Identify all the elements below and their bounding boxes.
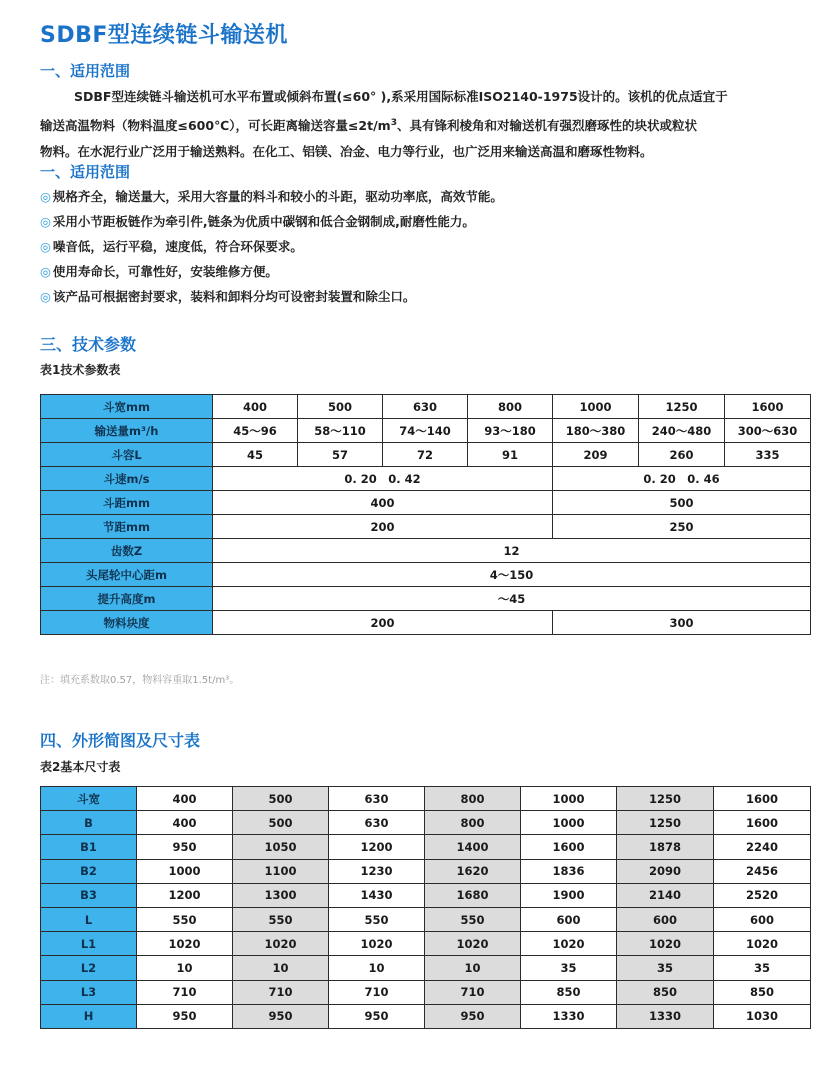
table-cell: 1250 <box>617 787 714 811</box>
row-label: 斗宽 <box>41 787 137 811</box>
table-row <box>41 515 811 539</box>
table-cell: 710 <box>425 980 521 1004</box>
table-cell: 1230 <box>329 859 425 883</box>
table-cell: 200 <box>213 515 553 539</box>
feature-bullet: ◎ 使用寿命长，可靠性好，安装维修方便。 <box>40 264 278 279</box>
table-cell: 500 <box>298 395 383 419</box>
table-cell: 0. 20 0. 42 <box>213 467 553 491</box>
table-cell: 58～110 <box>298 419 383 443</box>
table-cell: ～45 <box>213 587 811 611</box>
table-cell: 1430 <box>329 883 425 907</box>
table-cell: 300 <box>553 611 811 635</box>
table-cell: 1000 <box>521 811 617 835</box>
table-cell: 1020 <box>233 932 329 956</box>
table-cell: 950 <box>137 1004 233 1028</box>
table-cell: 2240 <box>714 835 811 859</box>
table2-caption: 表2基本尺寸表 <box>40 760 121 774</box>
table-cell: 91 <box>468 443 553 467</box>
table-cell: 57 <box>298 443 383 467</box>
table-row <box>41 563 811 587</box>
table-cell: 35 <box>521 956 617 980</box>
table-cell: 600 <box>521 907 617 931</box>
row-label: B1 <box>41 835 137 859</box>
table-cell: 1020 <box>329 932 425 956</box>
table-cell: 850 <box>617 980 714 1004</box>
table-row <box>41 467 811 491</box>
table-cell: 710 <box>233 980 329 1004</box>
table-cell: 500 <box>553 491 811 515</box>
table-cell: 2140 <box>617 883 714 907</box>
table-cell: 1250 <box>639 395 725 419</box>
table-cell: 1878 <box>617 835 714 859</box>
table-cell: 72 <box>383 443 468 467</box>
table-row <box>41 811 811 835</box>
table-cell: 12 <box>213 539 811 563</box>
table-cell: 10 <box>329 956 425 980</box>
table-row <box>41 443 811 467</box>
table-cell: 35 <box>617 956 714 980</box>
table-cell: 1680 <box>425 883 521 907</box>
table-row <box>41 859 811 883</box>
table-cell: 1900 <box>521 883 617 907</box>
table-row <box>41 907 811 931</box>
table-cell: 1200 <box>329 835 425 859</box>
table-cell: 93～180 <box>468 419 553 443</box>
table-cell: 630 <box>383 395 468 419</box>
table-row <box>41 1004 811 1028</box>
table-cell: 550 <box>329 907 425 931</box>
table-row <box>41 932 811 956</box>
row-label: 齿数Z <box>41 539 213 563</box>
row-label: 斗容L <box>41 443 213 467</box>
table-cell: 400 <box>213 491 553 515</box>
table-cell: 400 <box>213 395 298 419</box>
table-cell: 45 <box>213 443 298 467</box>
table-cell: 500 <box>233 787 329 811</box>
table-row <box>41 539 811 563</box>
table-cell: 550 <box>425 907 521 931</box>
table-cell: 1200 <box>137 883 233 907</box>
table-row <box>41 491 811 515</box>
table-row <box>41 419 811 443</box>
table-cell: 600 <box>617 907 714 931</box>
row-label: B <box>41 811 137 835</box>
table-cell: 800 <box>425 787 521 811</box>
dimension-table-body <box>41 787 811 1029</box>
tech-params-table <box>40 394 811 635</box>
table1-note: 注：填充系数取0.57，物料容重取1.5t/m³。 <box>40 675 240 686</box>
table-cell: 10 <box>425 956 521 980</box>
table-cell: 260 <box>639 443 725 467</box>
table-row <box>41 395 811 419</box>
table-cell: 950 <box>425 1004 521 1028</box>
table-cell: 1030 <box>714 1004 811 1028</box>
table-cell: 1020 <box>425 932 521 956</box>
table-cell: 1020 <box>617 932 714 956</box>
row-label: 头尾轮中心距m <box>41 563 213 587</box>
table-cell: 1300 <box>233 883 329 907</box>
table-cell: 800 <box>468 395 553 419</box>
table-cell: 950 <box>329 1004 425 1028</box>
row-label: 提升高度m <box>41 587 213 611</box>
table-cell: 1400 <box>425 835 521 859</box>
dimension-table <box>40 786 811 1029</box>
feature-bullet: ◎ 规格齐全，输送量大，采用大容量的料斗和较小的斗距，驱动功率底，高效节能。 <box>40 189 503 204</box>
section1-paragraph <box>40 84 810 165</box>
table-cell: 600 <box>714 907 811 931</box>
table1-caption: 表1技术参数表 <box>40 363 121 377</box>
table-row <box>41 587 811 611</box>
table-cell: 400 <box>137 787 233 811</box>
row-label: L <box>41 907 137 931</box>
table-cell: 4～150 <box>213 563 811 587</box>
table-cell: 1600 <box>725 395 811 419</box>
table-cell: 630 <box>329 811 425 835</box>
section2-heading: 一、适用范围 <box>40 163 131 181</box>
table-cell: 500 <box>233 811 329 835</box>
table-cell: 630 <box>329 787 425 811</box>
table-cell: 2520 <box>714 883 811 907</box>
table-cell: 1100 <box>233 859 329 883</box>
table-cell: 1600 <box>714 787 811 811</box>
table-cell: 10 <box>137 956 233 980</box>
table-cell: 710 <box>137 980 233 1004</box>
table-cell: 1620 <box>425 859 521 883</box>
feature-bullet: ◎ 该产品可根据密封要求，装料和卸料分均可设密封装置和除尘口。 <box>40 289 416 304</box>
bullet-mark-icon: ◎ <box>40 239 51 254</box>
feature-bullet: ◎ 采用小节距板链作为牵引件,链条为优质中碳钢和低合金钢制成,耐磨性能力。 <box>40 214 475 229</box>
table-cell: 1000 <box>521 787 617 811</box>
row-label: H <box>41 1004 137 1028</box>
table-cell: 850 <box>521 980 617 1004</box>
table-cell: 950 <box>137 835 233 859</box>
table-row <box>41 787 811 811</box>
section1-heading: 一、适用范围 <box>40 62 131 80</box>
table-cell: 10 <box>233 956 329 980</box>
table-cell: 209 <box>553 443 639 467</box>
table-row <box>41 835 811 859</box>
section4-heading: 四、外形简图及尺寸表 <box>40 731 201 750</box>
para-line-2: 输送高温物料（物料温度≤600℃），可长距离输送容量$\le 2t/m^3$、具有锋利棱角和对输送机有强烈磨琢性的块状或粒状 <box>40 118 697 134</box>
row-label: 斗距mm <box>41 491 213 515</box>
bullet-mark-icon: ◎ <box>40 214 51 229</box>
table-cell: 1250 <box>617 811 714 835</box>
table-cell: 1836 <box>521 859 617 883</box>
table-cell: 400 <box>137 811 233 835</box>
para-line-3: 物料。在水泥行业广泛用于输送熟料。在化工、铝镁、冶金、电力等行业，也广泛用来输送高温和磨琢性物料。 <box>40 144 653 160</box>
row-label: L3 <box>41 980 137 1004</box>
table-cell: 1020 <box>137 932 233 956</box>
bullet-mark-icon: ◎ <box>40 189 51 204</box>
row-label: 节距mm <box>41 515 213 539</box>
section3-heading: 三、技术参数 <box>40 335 137 354</box>
table-cell: 1000 <box>137 859 233 883</box>
row-label: 斗速m/s <box>41 467 213 491</box>
table-row <box>41 956 811 980</box>
row-label: L2 <box>41 956 137 980</box>
table-cell: 850 <box>714 980 811 1004</box>
table-cell: 0. 20 0. 46 <box>553 467 811 491</box>
table-cell: 1330 <box>617 1004 714 1028</box>
table-cell: 2456 <box>714 859 811 883</box>
table-cell: 1050 <box>233 835 329 859</box>
table-cell: 1020 <box>714 932 811 956</box>
page-title: SDBF型连续链斗输送机 <box>40 23 288 48</box>
table-cell: 1020 <box>521 932 617 956</box>
table-cell: 1600 <box>521 835 617 859</box>
table-cell: 35 <box>714 956 811 980</box>
table-row <box>41 883 811 907</box>
table-cell: 800 <box>425 811 521 835</box>
row-label: 斗宽mm <box>41 395 213 419</box>
table-cell: 550 <box>137 907 233 931</box>
table-cell: 180～380 <box>553 419 639 443</box>
table-cell: 240～480 <box>639 419 725 443</box>
table-cell: 1330 <box>521 1004 617 1028</box>
feature-bullet: ◎ 噪音低，运行平稳，速度低，符合环保要求。 <box>40 239 303 254</box>
table-cell: 2090 <box>617 859 714 883</box>
table-cell: 710 <box>329 980 425 1004</box>
table-cell: 45～96 <box>213 419 298 443</box>
bullet-mark-icon: ◎ <box>40 289 51 304</box>
bullet-mark-icon: ◎ <box>40 264 51 279</box>
table-row <box>41 980 811 1004</box>
row-label: L1 <box>41 932 137 956</box>
table-cell: 300～630 <box>725 419 811 443</box>
table-cell: 1600 <box>714 811 811 835</box>
row-label: B3 <box>41 883 137 907</box>
para-line-1: SDBF型连续链斗输送机可水平布置或倾斜布置(≤60° ),系采用国际标准ISO2140-1975设计的。该机的优点适宜于 <box>74 89 728 104</box>
table-row <box>41 611 811 635</box>
table-cell: 950 <box>233 1004 329 1028</box>
row-label: 物料块度 <box>41 611 213 635</box>
table-cell: 74～140 <box>383 419 468 443</box>
row-label: B2 <box>41 859 137 883</box>
table-cell: 200 <box>213 611 553 635</box>
table-cell: 1000 <box>553 395 639 419</box>
table-cell: 550 <box>233 907 329 931</box>
table-cell: 250 <box>553 515 811 539</box>
table-cell: 335 <box>725 443 811 467</box>
row-label: 输送量m³/h <box>41 419 213 443</box>
